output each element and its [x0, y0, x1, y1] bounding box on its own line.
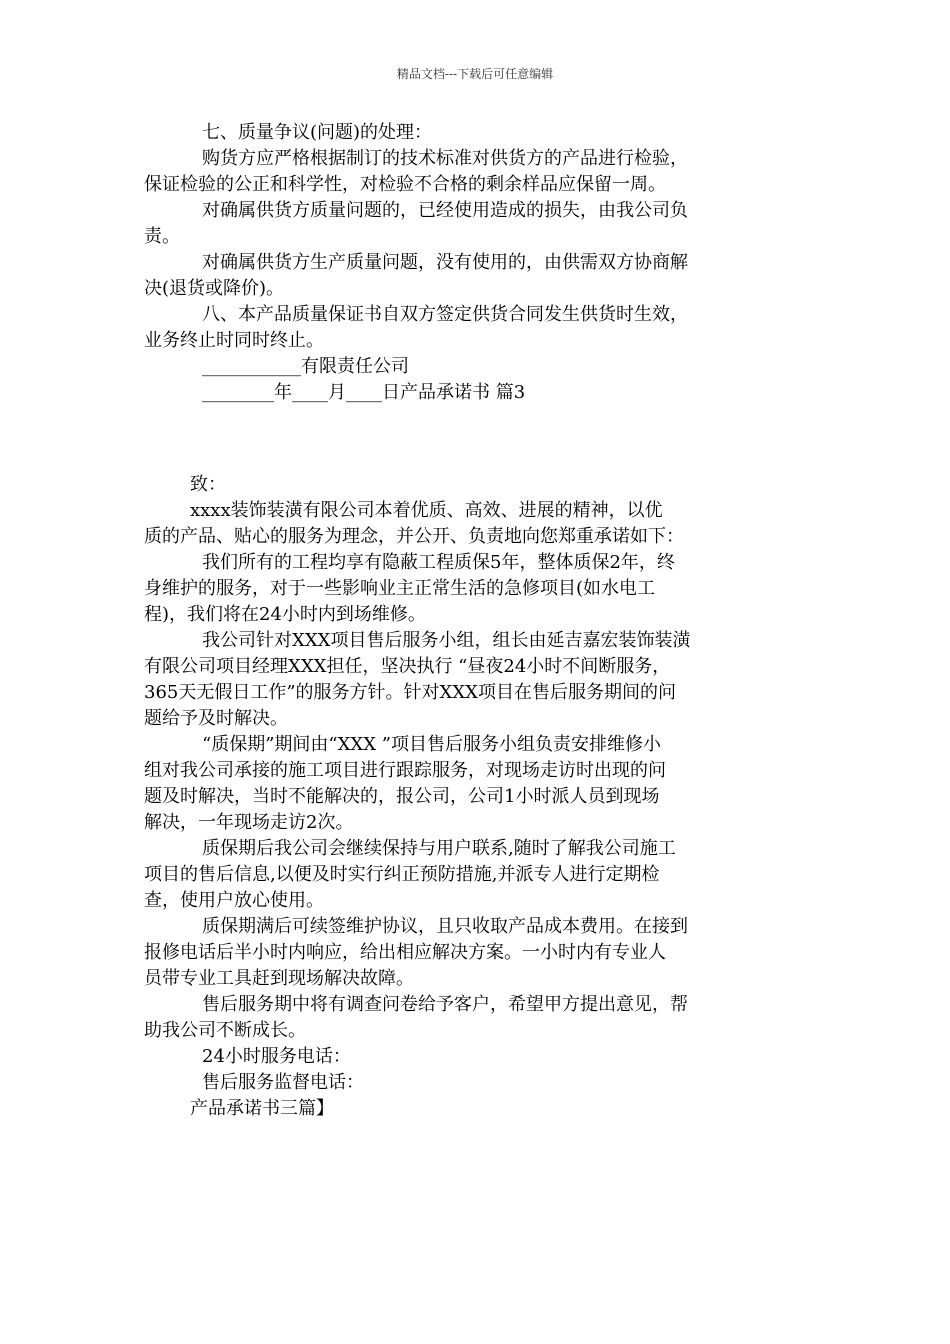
- paragraph: 售后服务期中将有调查问卷给予客户，希望甲方提出意见，帮: [202, 994, 688, 1015]
- date-line: ________年____月____日产品承诺书 篇3: [202, 382, 526, 403]
- spacer: [144, 406, 814, 458]
- paragraph: 购货方应严格根据制订的技术标准对供货方的产品进行检验，: [202, 148, 688, 169]
- paragraph: 质保期满后可续签维护协议，且只收取产品成本费用。在接到: [202, 916, 688, 937]
- paragraph: 查，使用户放心使用。: [144, 890, 324, 911]
- spacer: [144, 458, 814, 472]
- section-7-title: 七、质量争议(问题)的处理：: [202, 122, 433, 143]
- supervision-hotline: 售后服务监督电话：: [202, 1072, 364, 1093]
- paragraph: 责。: [144, 226, 180, 247]
- service-hotline: 24小时服务电话：: [202, 1046, 351, 1067]
- paragraph: 项目的售后信息,以便及时实行纠正预防措施,并派专人进行定期检: [144, 864, 660, 885]
- paragraph: 解决，一年现场走访2次。: [144, 812, 354, 833]
- paragraph: 保证检验的公正和科学性，对检验不合格的剩余样品应保留一周。: [144, 174, 666, 195]
- paragraph: 助我公司不断成长。: [144, 1020, 306, 1041]
- paragraph: 程)，我们将在24小时内到场维修。: [144, 604, 426, 625]
- company-signature-line: ___________有限责任公司: [202, 356, 409, 377]
- paragraph: “质保期”期间由“XXX ”项目售后服务小组负责安排维修小: [202, 734, 661, 755]
- paragraph: 组对我公司承接的施工项目进行跟踪服务，对现场走访时出现的问: [144, 760, 666, 781]
- paragraph: 对确属供货方质量问题的，已经使用造成的损失，由我公司负: [202, 200, 688, 221]
- paragraph: 质的产品、贴心的服务为理念，并公开、负责地向您郑重承诺如下：: [144, 526, 684, 547]
- paragraph: 质保期后我公司会继续保持与用户联系,随时了解我公司施工: [202, 838, 676, 859]
- salutation: 致：: [190, 474, 226, 495]
- document-body: [144, 120, 814, 1122]
- paragraph: 我们所有的工程均享有隐蔽工程质保5年，整体质保2年，终: [202, 552, 675, 573]
- paragraph: 题给予及时解决。: [144, 708, 288, 729]
- section-8-title: 八、本产品质量保证书自双方签定供货合同发生供货时生效，: [202, 304, 688, 325]
- paragraph: 我公司针对XXX项目售后服务小组，组长由延吉嘉宏装饰装潢: [202, 630, 691, 651]
- paragraph: 报修电话后半小时内响应，给出相应解决方案。一小时内有专业人: [144, 942, 666, 963]
- paragraph: 有限公司项目经理XXX担任，坚决执行 “昼夜24小时不间断服务，: [144, 656, 671, 677]
- paragraph: 题及时解决，当时不能解决的，报公司，公司1小时派人员到现场: [144, 786, 660, 807]
- paragraph: 365天无假日工作”的服务方针。针对XXX项目在售后服务期间的问: [144, 682, 676, 703]
- paragraph: 身维护的服务，对于一些影响业主正常生活的急修项目(如水电工: [144, 578, 656, 599]
- paragraph: 对确属供货方生产质量问题，没有使用的，由供需双方协商解: [202, 252, 688, 273]
- closing-title: 产品承诺书三篇】: [190, 1098, 334, 1119]
- paragraph: 员带专业工具赶到现场解决故障。: [144, 968, 414, 989]
- page-header: 精品文档---下载后可任意编辑: [396, 67, 554, 81]
- paragraph: 决(退货或降价)。: [144, 278, 285, 299]
- paragraph: xxxx装饰装潢有限公司本着优质、高效、进展的精神，以优: [190, 500, 663, 521]
- paragraph: 业务终止时同时终止。: [144, 330, 324, 351]
